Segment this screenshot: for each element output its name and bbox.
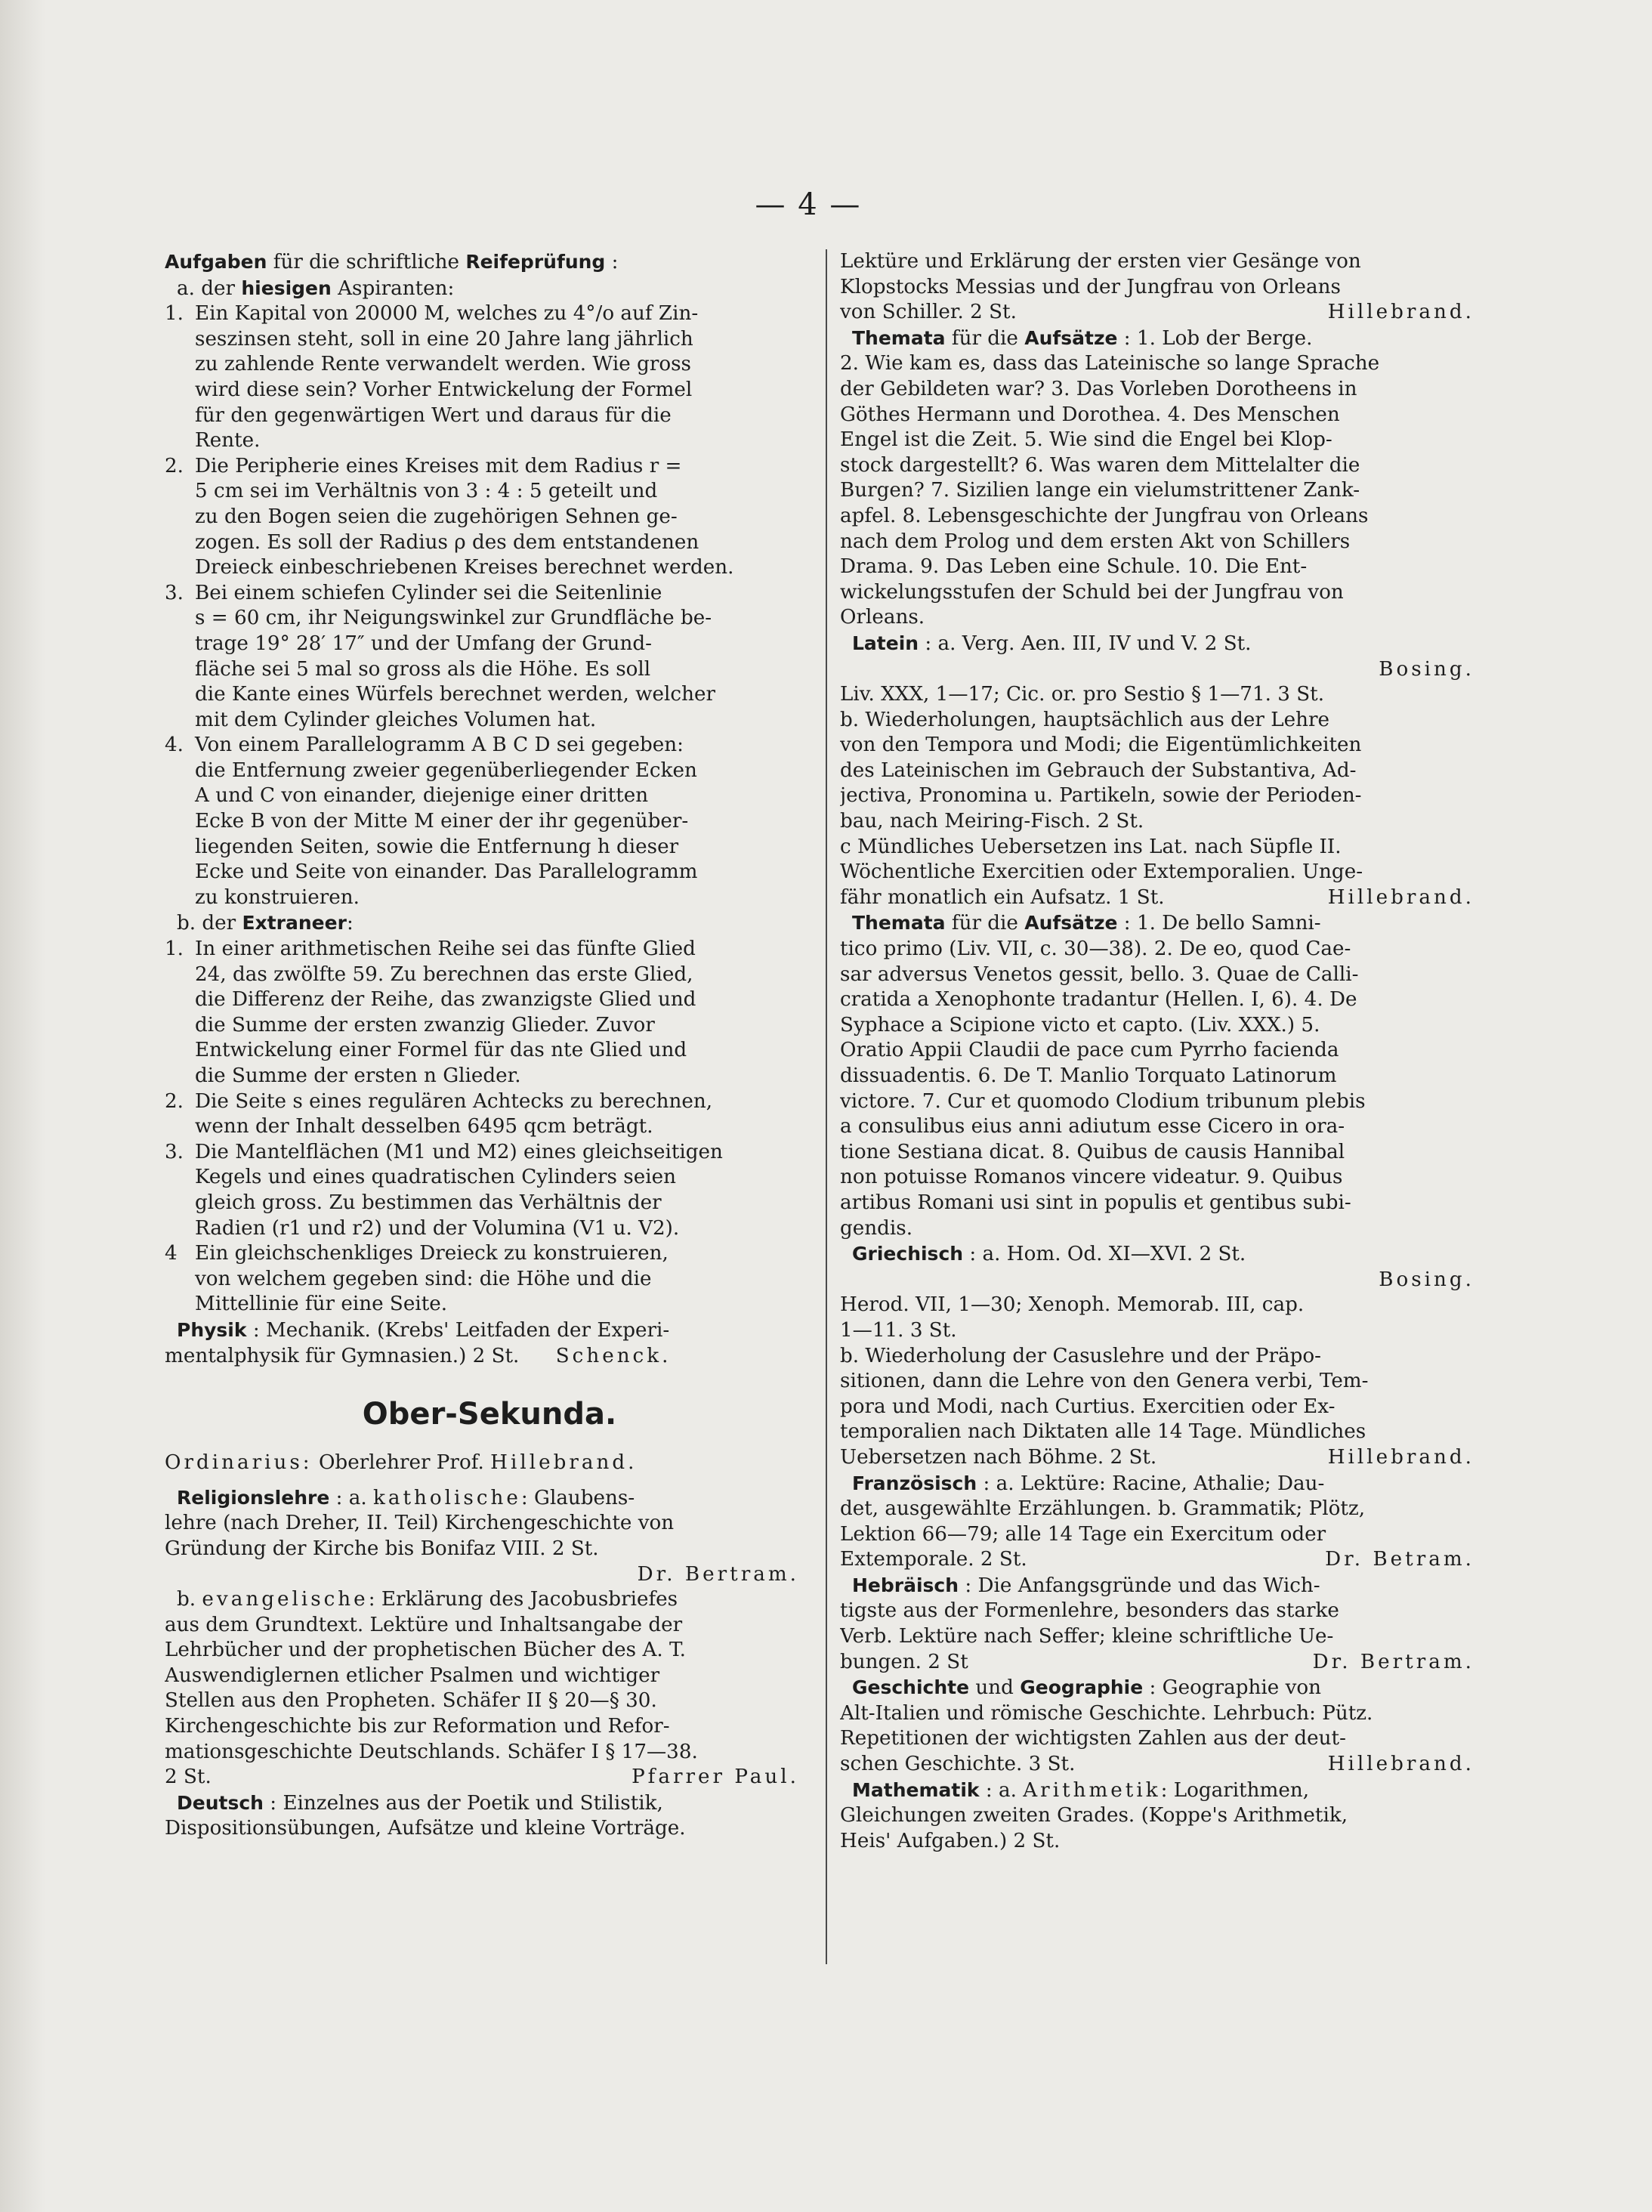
deutsch-cont [840,249,1490,300]
text-line: Auswendiglernen etlicher Psalmen und wichtiger [165,1664,660,1687]
text-line: Liv. XXX, 1—17; Cic. or. pro Sestio § 1—71. 3 St. [840,683,1325,706]
item-text: Rente. [195,429,261,453]
item-text: Von einem Parallelogramm A B C D sei gegeben: [195,734,684,757]
item-text: In einer arithmetischen Reihe sei das fünfte Glied [195,938,696,961]
text-line: lehre (nach Dreher, II. Teil) Kirchengeschichte von [165,1512,675,1535]
text-line: b. Wiederholung der Casuslehre und der Präpo- [840,1344,1321,1367]
text-line: von den Tempora und Modi; die Eigentümlichkeiten [840,734,1362,757]
item-text: Ein Kapital von 20000 M, welches zu 4°/o auf Zin- [195,302,699,326]
text-line: Drama. 9. Das Leben eine Schule. 10. Die Ent- [840,555,1308,579]
item-text: Die Peripherie eines Kreises mit dem Radius r = [195,454,682,477]
text-line: Wöchentliche Exercitien oder Extemporalien. Unge- [840,860,1363,884]
text-line: a consulibus eius anni adiutum esse Cicero in ora- [840,1115,1345,1138]
list-line [165,327,814,353]
list-line [165,733,814,758]
list-line [165,1292,814,1318]
religion-lines-2 [165,1613,814,1766]
list-line [165,555,814,581]
text-line: tione Sestiana dicat. 8. Quibus de causis Hannibal [840,1140,1345,1163]
text-line: Stellen aus den Propheten. Schäfer II § 20—§ 30. [165,1689,657,1713]
item-text: wird diese sein? Vorher Entwickelung der Formel [195,378,693,401]
item-text: gleich gross. Zu bestimmen das Verhältnis der [195,1191,662,1214]
list-line [165,1038,814,1064]
item-text: Ecke und Seite von einander. Das Parallelogramm [195,860,698,884]
item-text: Ein gleichschenkliges Dreieck zu konstruieren, [195,1242,669,1265]
text-line: nach dem Prolog und dem ersten Akt von Schillers [840,530,1351,553]
religion-teacher-1: Dr. Bertram. [637,1562,799,1586]
item-number: 2. [165,1089,184,1113]
mathe-lines [840,1803,1490,1854]
item-text: Dreieck einbeschriebenen Kreises berechnet werden. [195,556,734,579]
item-text: die Kante eines Würfels berechnet werden, welcher [195,683,715,706]
item-text: s = 60 cm, ihr Neigungswinkel zur Grundfläche be- [195,607,712,630]
deutsch-line-1: Deutsch : Einzelnes aus der Poetik und Stilistik, [177,1791,663,1815]
text-line: victore. 7. Cur et quomodo Clodium tribunum plebis [840,1089,1366,1113]
list-line [165,1216,814,1242]
text-line: c Mündliches Uebersetzen ins Lat. nach Süpfle II. [840,835,1342,858]
latein-lines [840,682,1490,885]
list-line [165,632,814,657]
item-text: liegenden Seiten, sowie die Entfernung h dieser [195,835,679,858]
text-line: pora und Modi, nach Curtius. Exercitien oder Ex- [840,1395,1335,1418]
page-edge-shadow [0,0,45,2212]
item-number: 3. [165,581,184,604]
text-line: sar adversus Venetos gessit, bello. 3. Quae de Calli- [840,962,1359,986]
item-number: 2. [165,454,184,477]
text-line: Repetitionen der wichtigsten Zahlen aus der deut- [840,1727,1346,1750]
text-line: artibus Romani usi sint in populis et gentibus subi- [840,1191,1351,1214]
item-text: die Summe der ersten zwanzig Glieder. Zuvor [195,1013,655,1036]
list-line [165,1241,814,1267]
text-line: der Gebildeten war? 3. Das Vorleben Dorotheens in [840,377,1357,400]
text-line: Gleichungen zweiten Grades. (Koppe's Arithmetik, [840,1804,1348,1827]
item-text: Mittellinie für eine Seite. [195,1293,448,1316]
text-line: b. Wiederholungen, hauptsächlich aus der Lehre [840,708,1329,731]
list-line [165,885,814,911]
list-line [165,378,814,403]
hebr-lines [840,1599,1490,1649]
item-text: 24, das zwölfte 59. Zu berechnen das erste Glied, [195,962,693,986]
left-column [165,249,814,1842]
list-line [165,1191,814,1216]
list-line [165,352,814,378]
gesch-line-1: Geschichte und Geographie : Geographie von [852,1676,1322,1700]
physik-line-1: Physik : Mechanik. (Krebs' Leitfaden der Experi- [177,1318,670,1342]
item-text: zu konstruieren. [195,885,360,909]
griechisch-last: Uebersetzen nach Böhme. 2 St. Hillebrand. [840,1445,1474,1469]
themata1-line-1: Themata für die Aufsätze : 1. Lob der Berge. [852,326,1313,350]
text-line: dissuadentis. 6. De T. Manlio Torquato Latinorum [840,1064,1337,1087]
gesch-last: schen Geschichte. 3 St. Hillebrand. [840,1753,1474,1776]
franz-line-1: Französisch : a. Lektüre: Racine, Athalie; Dau- [852,1472,1325,1495]
text-line: Lektüre und Erklärung der ersten vier Gesänge von [840,250,1361,273]
item-number: 4. [165,734,184,757]
list-line [165,962,814,988]
list-line [165,479,814,505]
latein-teacher: Bosing. [1379,657,1474,681]
religion-ev-line: b. evangelische: Erklärung des Jacobusbriefes [177,1588,678,1611]
religion-lines [165,1511,814,1562]
text-line: bau, nach Meiring-Fisch. 2 St. [840,810,1144,833]
text-line: sitionen, dann die Lehre von den Genera verbi, Tem- [840,1370,1369,1393]
list-line [165,403,814,429]
text-line: Lektion 66—79; alle 14 Tage ein Exercitum oder [840,1522,1326,1546]
item-number: 3. [165,1140,184,1163]
item-text: A und C von einander, diejenige einer dritten [195,784,649,808]
item-text: wenn der Inhalt desselben 6495 qcm beträgt. [195,1115,653,1138]
list-line [165,758,814,784]
griechisch-line-1: Griechisch : a. Hom. Od. XI—XVI. 2 St. [852,1243,1246,1266]
hiesigen-heading: a. der hiesigen Aspiranten: [177,276,455,300]
text-line: gendis. [840,1216,913,1240]
list-line [165,606,814,632]
list-line [165,1140,814,1166]
text-line: Orleans. [840,606,925,629]
text-line: 2. Wie kam es, dass das Lateinische so lange Sprache [840,352,1380,375]
latein-last: fähr monatlich ein Aufsatz. 1 St. Hillebrand. [840,885,1474,909]
item-text: die Entfernung zweier gegenüberliegender Ecken [195,758,697,782]
text-line: Alt-Italien und römische Geschichte. Lehrbuch: Pütz. [840,1701,1373,1725]
themata1-lines [840,351,1490,631]
hebr-line-1: Hebräisch : Die Anfangsgründe und das Wich- [852,1574,1320,1597]
text-line: Oratio Appii Claudii de pace cum Pyrrho facienda [840,1039,1339,1062]
text-line: Engel ist die Zeit. 5. Wie sind die Engel bei Klop- [840,428,1332,452]
text-line: non potuisse Romanos vincere videatur. 9. Quibus [840,1166,1343,1189]
list-line [165,657,814,683]
list-line [165,783,814,809]
themata2-line-1: Themata für die Aufsätze : 1. De bello Samni- [852,912,1321,935]
column-divider [826,249,827,1964]
physik-teacher: Schenck. [555,1344,672,1367]
item-number: 1. [165,938,184,961]
text-line: Klopstocks Messias und der Jungfrau von Orleans [840,275,1341,298]
item-text: trage 19° 28′ 17″ und der Umfang der Grund- [195,632,652,655]
list-line [165,860,814,885]
item-text: zu den Bogen seien die zugehörigen Sehnen ge- [195,505,678,528]
list-line [165,1089,814,1115]
item-text: Die Mantelflächen (M1 und M2) eines gleichseitigen [195,1140,723,1163]
text-line: Burgen? 7. Sizilien lange ein vielumstrittener Zank- [840,479,1360,502]
item-text: zu zahlende Rente verwandelt werden. Wie gross [195,353,691,376]
text-line: tico primo (Liv. VII, c. 30—38). 2. De eo, quod Cae- [840,938,1351,961]
text-line: temporalien nach Diktaten alle 14 Tage. Mündliches [840,1420,1366,1444]
text-line: 1—11. 3 St. [840,1318,957,1342]
text-line: Herod. VII, 1—30; Xenoph. Memorab. III, cap. [840,1293,1305,1317]
list-line [165,1064,814,1089]
item-text: Bei einem schiefen Cylinder sei die Seitenlinie [195,581,662,604]
item-text: Radien (r1 und r2) und der Volumina (V1 u. V2). [195,1216,680,1240]
franz-lines [840,1497,1490,1547]
text-line: Verb. Lektüre nach Seffer; kleine schriftliche Ue- [840,1625,1334,1648]
ordinarius-line: Ordinarius: Oberlehrer Prof. Hillebrand. [165,1451,638,1475]
item-text: fläche sei 5 mal so gross als die Höhe. Es soll [195,657,651,681]
right-column [840,249,1490,1854]
item-text: 5 cm sei im Verhältnis von 3 : 4 : 5 geteilt und [195,480,658,503]
list-line [165,682,814,708]
text-line: mationsgeschichte Deutschlands. Schäfer I § 17—38. [165,1740,698,1763]
text-line: Kirchengeschichte bis zur Reformation und Refor- [165,1715,670,1738]
list-line [165,1013,814,1039]
list-line [165,505,814,530]
list-line [165,987,814,1013]
latein-line-1: Latein : a. Verg. Aen. III, IV und V. 2 St. [852,632,1252,655]
text-line: Heis' Aufgaben.) 2 St. [840,1829,1061,1852]
list-line [165,581,814,607]
list-line [165,301,814,327]
item-text: mit dem Cylinder gleiches Volumen hat. [195,708,597,731]
religion-last-line: 2 St. Pfarrer Paul. [165,1766,799,1789]
text-line: apfel. 8. Lebensgeschichte der Jungfrau von Orleans [840,504,1369,527]
griechisch-lines [840,1293,1490,1445]
item-text: von welchem gegeben sind: die Höhe und die [195,1267,652,1290]
item-text: seszinsen steht, soll in eine 20 Jahre lang jährlich [195,327,693,351]
text-line: stock dargestellt? 6. Was waren dem Mittelalter die [840,453,1360,477]
list-line [165,1165,814,1191]
list-line [165,835,814,860]
list-line [165,1114,814,1140]
item-text: zogen. Es soll der Radius ρ des dem entstandenen [195,530,699,554]
list-line [165,937,814,962]
list-line [165,428,814,454]
text-line: Göthes Hermann und Dorothea. 4. Des Menschen [840,403,1340,426]
deutsch-last: von Schiller. 2 St. Hillebrand. [840,301,1474,324]
item-text: Ecke B von der Mitte M einer der ihr gegenüber- [195,810,689,833]
list-line [165,530,814,556]
gesch-lines [840,1701,1490,1752]
text-line: Lehrbücher und der prophetischen Bücher des A. T. [165,1639,686,1662]
item-text: die Differenz der Reihe, das zwanzigste Glied und [195,988,696,1012]
item-text: für den gegenwärtigen Wert und daraus für die [195,403,672,427]
mathe-line-1: Mathematik : a. Arithmetik: Logarithmen, [852,1778,1310,1802]
item-text: Die Seite s eines regulären Achtecks zu berechnen, [195,1089,713,1113]
religion-line-1: Religionslehre : a. katholische: Glaubens- [177,1486,635,1509]
item-number: 4 [165,1242,178,1265]
hebr-last: bungen. 2 St Dr. Bertram. [840,1650,1474,1673]
aufgaben-a-list [165,301,814,910]
reife-heading: Aufgaben für die schriftliche Reifeprüfung : [165,251,619,273]
section-title: Ober-Sekunda. [362,1397,617,1432]
physik-line-2: mentalphysik für Gymnasien.) 2 St. Schenck. [165,1344,672,1367]
list-line [165,809,814,835]
franz-last: Extemporale. 2 St. Dr. Betram. [840,1548,1474,1571]
extraneer-heading: b. der Extraneer: [177,912,354,935]
item-text: Entwickelung einer Formel für das nte Glied und [195,1039,687,1062]
list-line [165,708,814,734]
item-number: 1. [165,302,184,326]
griechisch-teacher: Bosing. [1379,1268,1474,1291]
text-line: wickelungsstufen der Schuld bei der Jungfrau von [840,580,1344,604]
themata2-lines [840,937,1490,1241]
text-line: aus dem Grundtext. Lektüre und Inhaltsangabe der [165,1613,683,1636]
text-line: jectiva, Pronomina u. Partikeln, sowie der Perioden- [840,784,1362,808]
page-number: — 4 — [755,187,862,222]
text-line: des Lateinischen im Gebrauch der Substantiva, Ad- [840,758,1357,782]
text-line: Gründung der Kirche bis Bonifaz VIII. 2 St. [165,1537,599,1560]
list-line [165,1267,814,1293]
text-line: cratida a Xenophonte tradantur (Hellen. I, 6). 4. De [840,988,1357,1012]
item-text: die Summe der ersten n Glieder. [195,1064,521,1087]
list-line [165,454,814,480]
text-line: det, ausgewählte Erzählungen. b. Grammatik; Plötz, [840,1497,1366,1521]
deutsch-line-2: Dispositionsübungen, Aufsätze und kleine Vorträge. [165,1817,686,1840]
text-line: Syphace a Scipione victo et capto. (Liv. XXX.) 5. [840,1013,1320,1036]
item-text: Kegels und eines quadratischen Cylinders seien [195,1166,676,1189]
text-line: tigste aus der Formenlehre, besonders das starke [840,1599,1339,1623]
aufgaben-b-list [165,937,814,1318]
